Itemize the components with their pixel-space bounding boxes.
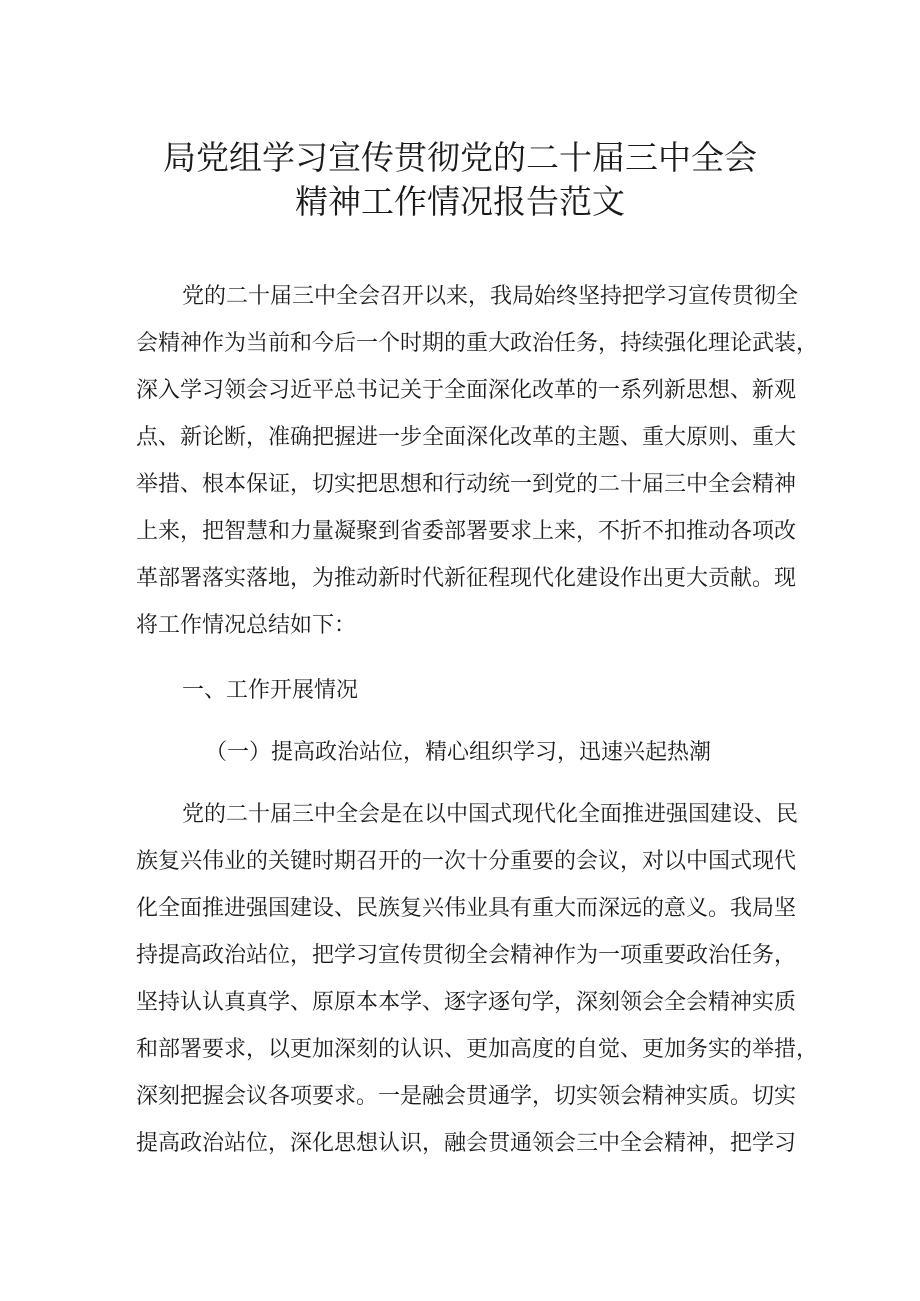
intro-paragraph-line: 党的二十届三中全会召开以来，我局始终坚持把学习宣传贯彻全	[182, 284, 799, 309]
body-paragraph-line: 提高政治站位，深化思想认识，融会贯通领会三中全会精神，把学习	[136, 1131, 797, 1156]
body-paragraph-line: 深刻把握会议各项要求。一是融会贯通学，切实领会精神实质。切实	[136, 1084, 797, 1109]
intro-paragraph-line: 深入学习领会习近平总书记关于全面深化改革的一系列新思想、新观	[136, 378, 797, 403]
intro-paragraph-line: 革部署落实落地，为推动新时代新征程现代化建设作出更大贡献。现	[136, 566, 797, 591]
body-paragraph-line: 坚持认认真真学、原原本本学、逐字逐句学，深刻领会全会精神实质	[136, 990, 797, 1015]
body-paragraph-line: 化全面推进强国建设、民族复兴伟业具有重大而深远的意义。我局坚	[136, 896, 797, 921]
intro-paragraph-line: 举措、根本保证，切实把思想和行动统一到党的二十届三中全会精神	[136, 472, 797, 497]
document-title-line-1: 局党组学习宣传贯彻党的二十届三中全会	[163, 138, 757, 177]
body-paragraph-line: 持提高政治站位，把学习宣传贯彻全会精神作为一项重要政治任务，	[136, 943, 797, 968]
intro-paragraph-line: 会精神作为当前和今后一个时期的重大政治任务，持续强化理论武装，	[136, 331, 819, 356]
section-heading: 一、工作开展情况	[182, 678, 359, 703]
subsection-heading: （一）提高政治站位，精心组织学习，迅速兴起热潮	[205, 740, 712, 765]
intro-paragraph-line: 上来，把智慧和力量凝聚到省委部署要求上来，不折不扣推动各项改	[136, 519, 797, 544]
body-paragraph-line: 和部署要求，以更加深刻的认识、更加高度的自觉、更加务实的举措，	[136, 1037, 819, 1062]
document-title-line-2: 精神工作情况报告范文	[295, 182, 625, 221]
body-paragraph-line: 党的二十届三中全会是在以中国式现代化全面推进强国建设、民	[182, 802, 799, 827]
intro-paragraph-line: 点、新论断，准确把握进一步全面深化改革的主题、重大原则、重大	[136, 425, 797, 450]
body-paragraph-line: 族复兴伟业的关键时期召开的一次十分重要的会议，对以中国式现代	[136, 849, 797, 874]
intro-paragraph-line: 将工作情况总结如下：	[136, 613, 357, 638]
